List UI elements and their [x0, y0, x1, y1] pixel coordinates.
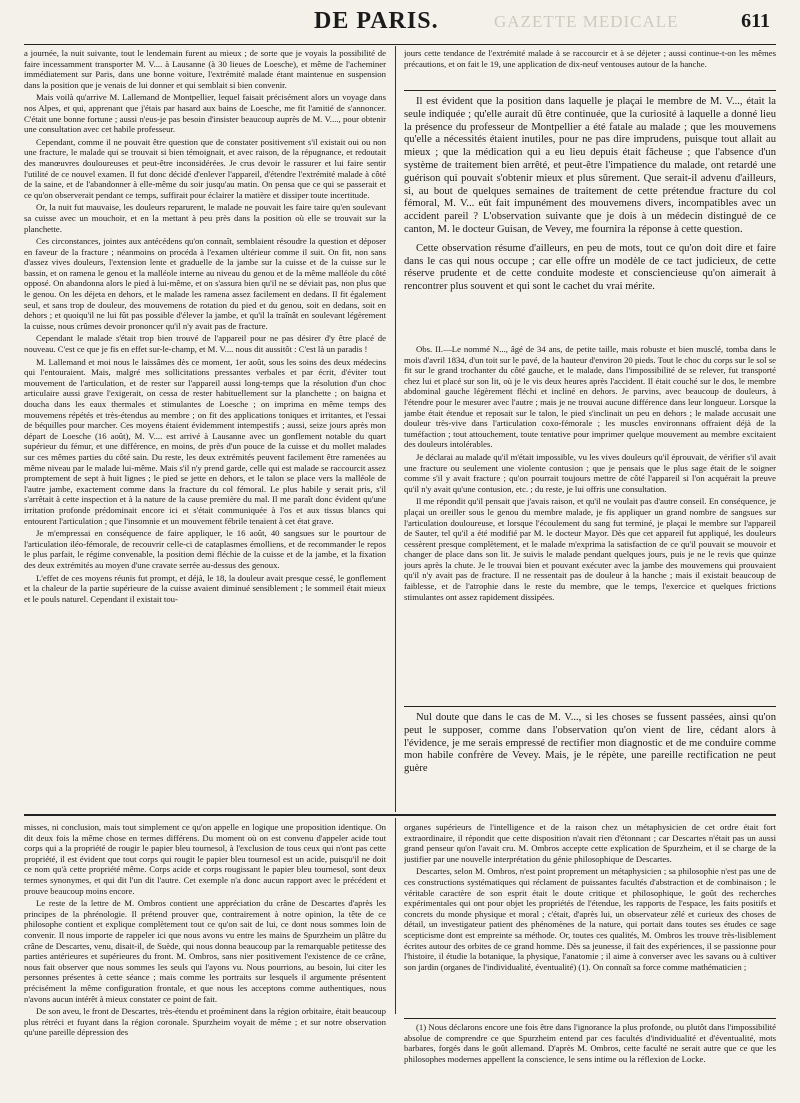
paragraph: Le reste de la lettre de M. Ombros contient une appréciation du crâne de Descartes d'après les principes de la phrénologie. Il prétend prouver que, contrairement à notre opinion, la tête de ce philosophe contient et explique complètement tout ce qu'on sait de lui, ce dont nous sommes loin de convenir. Il nous importe de rappeler ici que nous avons vu entre les mains de Spurzheim un plâtre du crâne de Descartes, venu, disait-il, de Suède, qui nous donna beaucoup par la remarquable petitesse des parties antérieures et supérieures du front. M. Ombros, sans nier positivement l'existence de ce crâne, nous fait observer que nous sommes les seuls qui l'ayons vu. Nous pourrions, au besoin, lui citer les personnes présentes à cette séance ; mais comme les portraits sur lesquels il argumente présentent précisément la même configuration frontale, et que nous les acceptons comme authentiques, nous n'avons aucun intérêt à mieux constater ce point de fait. — [24, 898, 386, 1004]
paragraph: Il est évident que la position dans laquelle je plaçai le membre de M. V..., était la seule indiquée ; qu'elle aurait dû être continuée, que la curiosité à laquelle a donné lieu la présence du professeur de Montpellier a été fatale au malade ; que les mouvemens qu'elle a nécessités étaient inutiles, pour ne pas dire imprudens, puisque tout allait au mieux ; que la médication qui a eu lieu depuis était fâcheuse ; que l'absence d'un système de traitement bien arrêté, et peut-être l'impatience du malade, ont retardé une guérison qui pouvait s'obtenir mieux et plus sûrement. Que serait-il advenu d'ailleurs, si, au bout de quelques semaines de traitement de cette prétendue fracture du col fémoral, M. V... eût fait impunément des mouvemens divers, incompatibles avec un accident pareil ? L'observation suivante que je dois à un médecin distingué de ce canton, M. le docteur Guisan, de Vevey, me fournira la réponse à cette question. — [404, 96, 776, 235]
paragraph: Descartes, selon M. Ombros, n'est point proprement un métaphysicien ; sa philosophie n'est pas une de ces constructions systématiques qui réclament de puissantes facultés d'abstraction et de combinaison ; le véritable caractère de son esprit était le doute critique et philosophique, le goût des recherches expérimentales qui ont pour objet les propriétés de l'étendue, les rapports de l'espace, les faits positifs et concrets du monde physique et moral ; c'était, d'après lui, un observateur zélé et curieux des choses de détail, un investigateur patient des phénomènes de la nature, qui portait dans toutes ses études ce sage scepticisme dont est empreinte sa méthode. Or, toutes ces qualités, M. Ombros les trouve très-lisiblement écrites autour des orbites de ce grand homme. Dès sa jeunesse, il fait des expériences, il se passionne pour l'histoire, il étudie la botanique, la physique, l'anatomie ; il aime à converser avec les savans ou à cultiver son jardin (organes de l'individualité, éventualité) (1). On connaît sa force comme mathématicien ; — [404, 866, 776, 972]
paragraph: a journée, la nuit suivante, tout le lendemain furent au mieux ; de sorte que je voyais la possibilité de faire incessamment transporter M. V.... à Lausanne (à 30 lieues de Loesche), et même de l'acheminer immédiatement sur Paris, dans une bonne voiture, l'extrémité malade étant maintenue en suspension dans la position que je venais de lui donner et qui semblait si bien convenir. — [24, 48, 386, 90]
paragraph: Nul doute que dans le cas de M. V..., si les choses se fussent passées, ainsi qu'on peut le supposer, comme dans l'observation qu'on vient de lire, cédant alors à l'évidence, je me serais empressé de rectifier mon diagnostic et de me conduire comme mon habile confrère de Vevey. Mais, je le répète, une pareille rectification ne peut guère — [404, 712, 776, 775]
paragraph: organes supérieurs de l'intelligence et de la raison chez un métaphysicien de cet ordre était fort extraordinaire, il répondit que cette disposition n'avait rien d'étonnant ; car Descartes n'était pas un aussi grand penseur qu'on l'avait cru. M. Ombros accepte cette explication de Spurzheim, et il se charge de la justifier par une nouvelle interprétation du génie philosophique de Descartes. — [404, 822, 776, 864]
newspaper-page — [24, 0, 776, 1103]
paragraph: Cependant le malade s'était trop bien trouvé de l'appareil pour ne pas désirer d'y être placé de nouveau. C'est ce que je fis en effet sur-le-champ, et M. V.... nous dit aussitôt : C'est là un paradis ! — [24, 333, 386, 355]
paragraph: Obs. II.—Le nommé N..., âgé de 34 ans, de petite taille, mais robuste et bien musclé, tomba dans le mois d'avril 1834, d'un toit sur le pavé, de la hauteur d'environ 20 pieds. Tout le choc du corps sur le sol se fit sur le grand trochanter du côté gauche, et le malade, dans l'impossibilité de se relever, fut transporté chez lui et placé sur son lit, où je le vis deux heures après l'accident. Il était couché sur le dos, le membre abdominal gauche légèrement fléchi et incliné en dehors. Je parvins, avec beaucoup de douleurs, à l'étendre pour le mesurer avec l'autre ; mais je ne trouvai aucune différence dans leur longueur. Lorsque la jambe était étendue et reposait sur le talon, le pied s'inclinait un peu en dehors ; le malade accusait une douleur très-vive dans l'articulation coxo-fémorale ; les muscles environnans offraient déjà de la tuméfaction ; tout attouchement, toute tentative pour imprimer quelque mouvement au membre excitaient des douleurs intolérables. — [404, 344, 776, 450]
section-rule — [404, 90, 776, 91]
conclusion-block — [404, 712, 776, 810]
paragraph: M. Lallemand et moi nous le laissâmes dès ce moment, 1er août, sous les soins des deux médecins qui l'entouraient. Mais, malgré mes sollicitations pressantes verbales et par écrit, d'éviter tout mouvement de l'articulation, et de rester sur l'appareil aussi long-temps que la résolution d'un choc articulaire aussi grave l'exigerait, on cessa de rester habituellement sur la planchette ; on baigna et doucha dans les eaux thermales et stimulantes de Loesche ; on imprima en même temps des mouvemens répétés et très-étendus au membre ; on fit des applications toniques et irritantes, et l'essai de béquilles pour marcher. Ces moyens étaient évidemment intempestifs ; aussi, seize jours après mon départ de Loesche (16 août), M. V.... est arrivé à Lausanne avec un gonflement notable du quart supérieur du fémur, et une différence, en moins, de près d'un pouce de la cuisse et du mollet malades sur ces mêmes parties du côté sain. Du reste, les deux extrémités peuvent facilement être ramenées au même niveau par le malade lui-même. Mais s'il n'y prend garde, celle qui est malade se raccourcit assez promptement de sept à huit lignes ; le pied se jette en dehors, et le talon se place vers la malléole de l'autre jambe, exactement comme dans la fracture du col fémoral. Le plus habile y serait pris, s'il s'arrêtait à cette inspection et à la nature de la cause première du mal. Il me paraît donc évident qu'une irritation profonde prédominait encore ici et s'était communiquée à l'os et aux tissus blancs qui entourent l'articulation ; que l'insomnie et un mouvement fébrile tenaient à cet état grave. — [24, 356, 386, 526]
upper-right-continuation — [404, 48, 776, 88]
footnote — [404, 1022, 776, 1100]
paragraph: Cependant, comme il ne pouvait être question que de constater positivement s'il existait oui ou non une fracture, le malade qui se trouvait si bien témoignait, et avec raison, de la répugnance, et redoutait des manœuvres douloureuses et peut-être inconsidérées. Je crus devoir le rassurer et lui faire sentir l'utilité de ce nouvel examen. Il fut donc décidé d'enlever l'appareil, d'étendre l'extrémité malade à côté de la saine, et de l'abandonner à elle-même du soir jusqu'au matin. On pensa que ce qui se passerait et ce qu'on observerait pendant ce temps, suffirait pour éclairer la matière et dissiper toute incertitude. — [24, 136, 386, 200]
observation-block — [404, 344, 776, 702]
paragraph: Ces circonstances, jointes aux antécédens qu'on connaît, semblaient résoudre la question et déposer en faveur de la fracture ; néanmoins on procéda à l'examen ultérieur comme il suit. On fit, non sans d'assez vives douleurs, l'extension lente et graduelle de la jambe sur la cuisse et de la cuisse sur le bassin, et on ramena le genou et la malléole interne au niveau du genou et de la même malléole du côté opposé. On abandonna alors le pied à lui-même, et on s'assura bien qu'il ne se déviait pas, non plus que le genou. On les déjeta en dehors, et le malade les ramena assez facilement en dedans. Il fit également seul, et sans trop de douleur, des mouvemens de rotation du pied et du genou, soit en dedans, soit en dehors ; et quoiqu'il ne lui fût pas possible d'élever la jambe, et qu'il la traînât en soulevant légèrement la cuisse, nous crûmes devoir prononcer qu'il n'y avait pas de fracture. — [24, 236, 386, 331]
paragraph: jours cette tendance de l'extrémité malade à se raccourcir et à se déjeter ; aussi continue-t-on les mêmes précautions, et on fait le 19, une application de dix-neuf ventouses autour de la hanche. — [404, 48, 776, 69]
paragraph: Cette observation résume d'ailleurs, en peu de mots, tout ce qu'on doit dire et faire dans le cas qui nous occupe ; car elle offre un modèle de ce tact judicieux, de cette réserve prudente et de cette conduite modeste et consciencieuse qu'on aimerait à rencontrer plus souvent et qui sont le cachet du vrai mérite. — [404, 242, 776, 293]
page-number: 611 — [741, 10, 770, 32]
paragraph: Mais voilà qu'arrive M. Lallemand de Montpellier, lequel faisait précisément alors un voyage dans nos Alpes, et qui, apprenant que j'étais par hasard aux bains de Loesche, me fit l'amitié de s'annoncer. C'était une bonne fortune ; aussi n'eus-je pas besoin d'insister beaucoup auprès de M. V...., pour obtenir une consultation avec cet habile professeur. — [24, 92, 386, 135]
upper-left-column — [24, 48, 386, 810]
column-divider-upper — [395, 46, 396, 812]
feuilleton-rule — [24, 814, 776, 816]
page-title: DE PARIS. — [314, 8, 439, 34]
show-through-title: GAZETTE MEDICALE — [494, 12, 679, 31]
paragraph: Je m'empressai en conséquence de faire appliquer, le 16 août, 40 sangsues sur le pourtour de l'articulation iléo-fémorale, de recouvrir celle-ci de cataplasmes émolliens, et de recommander le repos le plus parfait, le régime convenable, la position demi fléchie de la cuisse et de la jambe, et la fixation des deux extrémités au moyen d'une cravate serrée au-dessus des genoux. — [24, 528, 386, 570]
paragraph: L'effet de ces moyens réunis fut prompt, et déjà, le 18, la douleur avait presque cessé, le gonflement et la chaleur de la partie supérieure de la cuisse avaient diminué sensiblement ; le sommeil était mieux et le pouls naturel. Cependant il existait tou- — [24, 572, 386, 604]
paragraph: misses, ni conclusion, mais tout simplement ce qu'on appelle en logique une proposition identique. On dit deux fois la même chose en termes différens. Du moment où on est convenu d'appeler acide tout corps qui a la propriété de rougir le papier bleu tournesol, à l'exclusion de tous ceux qui n'ont pas cette propriété, il est évident que tout corps qui rougit le papier bleu tournesol est un acide, puisqu'il ne doit ce nom qu'à cette propriété même. Corps acide et corps rougissant le papier bleu tournesol, sont deux termes synonymes, et qui dit l'un dit l'autre. Cet exemple n'a donc aucun rapport avec le précédent et prouve beaucoup moins encore. — [24, 822, 386, 896]
paragraph: Or, la nuit fut mauvaise, les douleurs reparurent, le malade ne pouvait les faire taire qu'en soulevant sa cuisse avec un mouchoir, et en la mettant à peu près dans la position où elle se trouvait sur la planchette. — [24, 202, 386, 234]
footnote-text: (1) Nous déclarons encore une fois être dans l'ignorance la plus profonde, ou plutôt dans l'impossibilité absolue de comprendre ce que Spurzheim entend par ces facultés d'individualité et d'éventualité, mots barbares, forgés dans le goût allemand. D'après M. Ombros, cette faculté ne serait autre que ce que les philosophes modernes appellent la conscience, le sens intime ou la réflexion de Locke. — [404, 1022, 776, 1064]
lower-left-column — [24, 822, 386, 1100]
column-divider-lower — [395, 818, 396, 1014]
section-rule — [404, 706, 776, 707]
paragraph: Il me répondit qu'il pensait que j'avais raison, et qu'il ne voulait pas d'autre conseil. En conséquence, je plaçai un oreiller sous le genou du membre malade, je fis appliquer un grand nombre de sangsues sur l'articulation douloureuse, et lorsque l'écoulement du sang fut terminé, je plaçai le membre sur l'appareil de Sauter, tel qu'il a été modifié par M. le docteur Mayor. Dès que cet appareil fut appliqué, les douleurs cessèrent presque complètement, et le malade m'exprima la satisfaction de ce qu'il pouvait se mouvoir et changer de place dans son lit. Je suivis le malade pendant quelques jours, puis je ne le revis que quinze jours après la chute. Je le trouvai bien et pouvant exécuter avec la jambe des mouvemens qui prouvaient qu'il n'y avait pas de fracture. Il ne ressentait pas de douleur à la hanche ; mais il existait beaucoup de faiblesse, et de l'atrophie dans le reste du membre, que le temps, l'exercice et quelques frictions stimulantes ont assez rapidement dissipées. — [404, 496, 776, 602]
commentary-block — [404, 96, 776, 340]
footnote-rule — [404, 1018, 776, 1019]
paragraph: Je déclarai au malade qu'il m'était impossible, vu les vives douleurs qu'il éprouvait, de vérifier s'il avait une fracture ou seulement une violente contusion ; que je pensais que le plus sage était de le soigner comme s'il y avait fracture ; qu'on pourrait toujours mettre de côté l'appareil si l'on acquérait la preuve qu'il n'y avait qu'une contusion, etc. ; du reste, je lui offris une consultation. — [404, 451, 776, 494]
header-rule — [24, 44, 776, 45]
paragraph: De son aveu, le front de Descartes, très-étendu et proéminent dans la région orbitaire, était beaucoup plus rétréci et fuyant dans la région coronale. Spurzheim voyait de même ; et sur notre observation qu'une pareille dépression des — [24, 1006, 386, 1038]
masthead — [24, 8, 776, 38]
lower-right-column — [404, 822, 776, 1014]
